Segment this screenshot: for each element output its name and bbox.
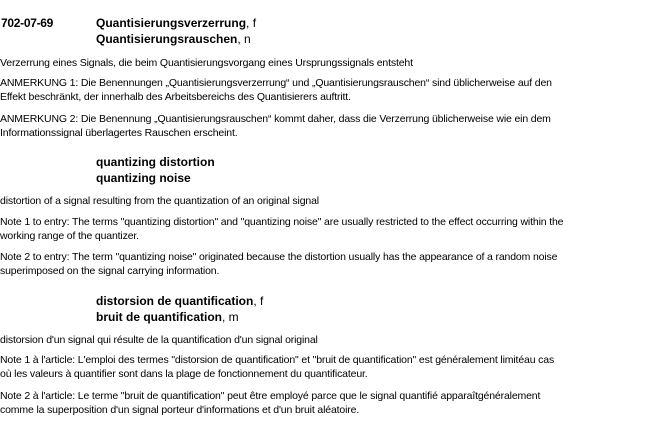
- fr-note-2: Note 2 à l'article: Le terme "bruit de quantification" peut être employé parce que le signal quantifié apparaîtgénéralement comme la superposition d'un signal porteur d'informations et d'un bruit aléatoire.: [0, 390, 541, 416]
- fr-note-1: Note 1 à l'article: L'emploi des termes "distorsion de quantification" et "bruit de quantification" est généralement limitéau cas où les valeurs à quantifier sont dans la plage de fonctionnement du quantificateur.: [0, 354, 555, 380]
- de-note-1: ANMERKUNG 1: Die Benennungen „Quantisierungsverzerrung“ und „Quantisierungsrauschen“ sind üblicherweise auf den Effekt beschränkt, der innerhalb des Arbeitsbereichs des Quantisierers auftritt.: [0, 77, 552, 103]
- en-term-2: quantizing noise: [96, 171, 191, 185]
- entry-id: 702-07-69: [1, 16, 54, 30]
- en-note-2: Note 2 to entry: The term "quantizing noise" originated because the distortion usually has the appearance of a random noise superimposed on the signal carrying information.: [0, 251, 558, 277]
- de-note-2: ANMERKUNG 2: Die Benennung „Quantisierungsrauschen“ kommt daher, dass die Verzerrung üblicherweise wie ein dem Informationssignal überlagertes Rauschen erscheint.: [0, 113, 551, 139]
- fr-term-block: [96, 293, 263, 325]
- de-term-2: Quantisierungsrauschen, n: [96, 32, 251, 46]
- de-term-block: [96, 15, 256, 47]
- en-term-block: [96, 154, 215, 186]
- en-term-1: quantizing distortion: [96, 155, 215, 169]
- de-term-1: Quantisierungsverzerrung, f: [96, 16, 257, 30]
- fr-definition: distorsion d'un signal qui résulte de la quantification d'un signal original: [0, 334, 318, 346]
- en-definition: distortion of a signal resulting from the quantization of an original signal: [0, 195, 319, 207]
- fr-term-2: bruit de quantification, m: [96, 310, 239, 324]
- de-definition: Verzerrung eines Signals, die beim Quantisierungsvorgang eines Ursprungssignals entsteht: [0, 57, 413, 69]
- en-note-1: Note 1 to entry: The terms "quantizing distortion" and "quantizing noise" are usually restricted to the effect occurring within the working range of the quantizer.: [0, 216, 564, 242]
- fr-term-1: distorsion de quantification, f: [96, 294, 264, 308]
